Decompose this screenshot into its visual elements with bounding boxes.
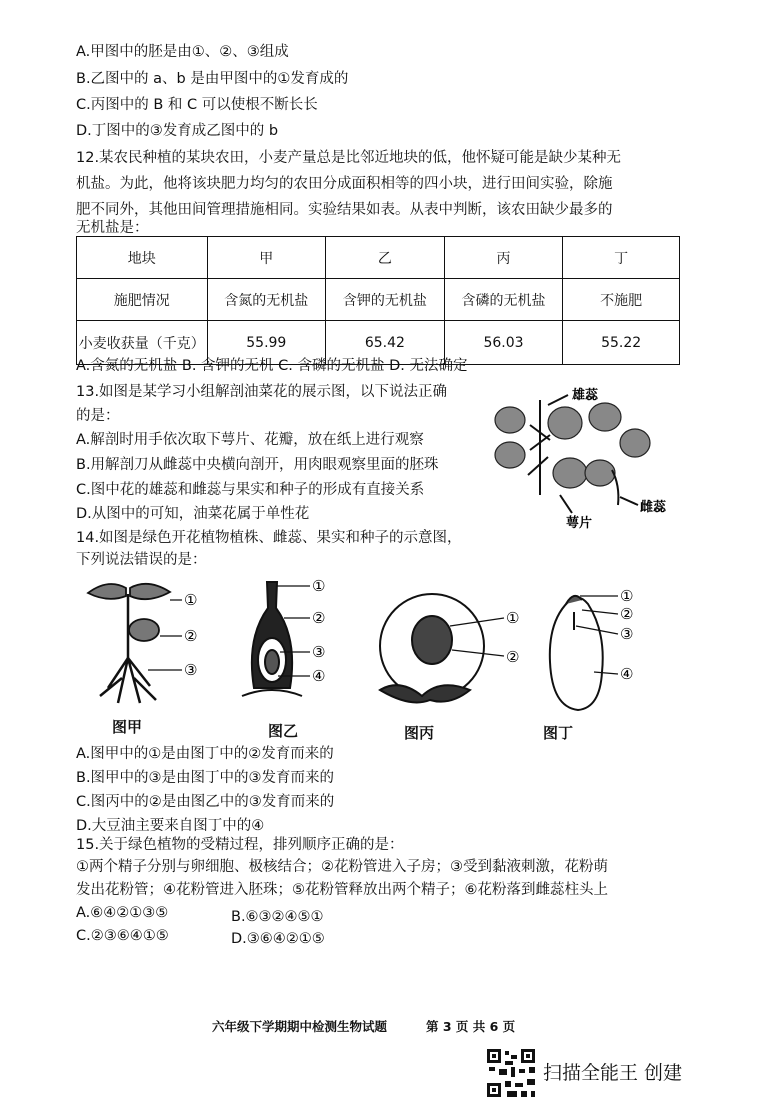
pistil-pointer	[620, 497, 638, 505]
marker-2: ②	[506, 648, 520, 666]
receptacle	[242, 690, 302, 696]
petal-left-top	[495, 407, 525, 433]
petal-left-bottom	[495, 442, 525, 468]
q15-stem-line-3: 发出花粉管；④花粉管进入胚珠；⑤花粉管释放出两个精子；⑥花粉落到雌蕊柱头上	[76, 882, 608, 898]
q15-option-b: B.⑥③②④⑤①	[231, 909, 324, 925]
stamen-pointer	[548, 395, 568, 405]
qr-code-icon	[485, 1047, 537, 1099]
table-header-cell: 丙	[444, 237, 563, 279]
pistil-label: 雌蕊	[640, 500, 667, 515]
table-cell: 55.22	[563, 321, 680, 365]
caption-ding: 图丁	[543, 724, 574, 742]
petal-right-bottom	[585, 460, 615, 486]
q15-stem-line-2: ①两个精子分别与卵细胞、极核结合；②花粉管进入子房；③受到黏液刺激，花粉萌	[76, 859, 608, 875]
footer-page: 第 3 页 共 6 页	[426, 1019, 516, 1034]
q15-option-c: C.②③⑥④①⑤	[76, 928, 169, 944]
q12-options: A.含氮的无机盐 B. 含钾的无机 C. 含磷的无机盐 D. 无法确定	[76, 358, 468, 374]
q13-option-c: C.图中花的雄蕊和雌蕊与果实和种子的形成有直接关系	[76, 482, 425, 498]
marker-2: ②	[312, 609, 326, 627]
footer-title: 六年级下学期期中检测生物试题	[212, 1019, 388, 1034]
q14-option-c: C.图丙中的②是由图乙中的③发育而来的	[76, 794, 335, 810]
ovule	[265, 650, 279, 674]
figure-jia-plant	[78, 578, 208, 713]
q13-stem-line-1: 13.如图是某学习小组解剖油菜花的展示图，以下说法正确	[76, 384, 448, 400]
q14-stem-line-1: 14.如图是绿色开花植物植株、雌蕊、果实和种子的示意图，	[76, 530, 462, 546]
yield-table	[76, 236, 680, 365]
marker-4: ④	[620, 665, 634, 683]
scanner-credit: 扫描全能王 创建	[543, 1062, 683, 1084]
marker-3: ③	[620, 625, 634, 643]
dissected-flower-figure	[490, 385, 690, 535]
table-cell: 65.42	[326, 321, 445, 365]
q13-option-d: D.从图中的可知，油菜花属于单性花	[76, 506, 310, 522]
stamen-label: 雄蕊	[572, 388, 599, 403]
figure-yi-pistil	[232, 578, 342, 713]
q13-stem-line-2: 的是：	[76, 408, 120, 424]
q14-option-b: B.图甲中的③是由图丁中的③发育而来的	[76, 770, 335, 786]
seed	[412, 616, 452, 664]
figure-bing-fruit	[370, 578, 530, 713]
caption-yi: 图乙	[268, 722, 299, 740]
marker-2: ②	[620, 605, 634, 623]
q12-stem-line-2: 机盐。为此，他将该块肥力均匀的农田分成面积相等的四小块，进行田间实验，除施	[76, 176, 613, 192]
table-cell: 55.99	[207, 321, 326, 365]
petal-mid-top	[548, 407, 582, 439]
table-header-cell: 地块	[77, 237, 208, 279]
q12-stem-line-3: 肥不同外，其他田间管理措施相同。实验结果如表。从表中判断，该农田缺少最多的	[76, 202, 613, 218]
marker-3: ③	[184, 661, 198, 679]
table-row	[77, 279, 680, 321]
table-cell: 小麦收获量（千克）	[77, 321, 208, 365]
q15-option-d: D.③⑥④②①⑤	[231, 931, 325, 947]
petal-right-top	[589, 403, 621, 431]
q14-option-d: D.大豆油主要来自图丁中的④	[76, 818, 265, 834]
caption-bing: 图丙	[404, 724, 435, 742]
q11-option-b: B.乙图中的 a、b 是由甲图中的①发育成的	[76, 71, 349, 87]
q15-option-a: A.⑥④②①③⑤	[76, 905, 169, 921]
leaf-right	[130, 584, 170, 599]
q11-option-c: C.丙图中的 B 和 C 可以使根不断长长	[76, 97, 318, 113]
seed-coat	[550, 597, 603, 710]
q11-option-d: D.丁图中的③发育成乙图中的 b	[76, 123, 279, 139]
roots	[100, 658, 156, 703]
sepal-pointer	[560, 495, 572, 513]
marker-1: ①	[506, 609, 520, 627]
table-cell: 含钾的无机盐	[326, 279, 445, 321]
q12-stem-line-4: 无机盐是：	[76, 220, 149, 236]
marker-1: ①	[312, 578, 326, 595]
caption-jia: 图甲	[112, 718, 143, 736]
marker-1: ①	[620, 587, 634, 605]
table-cell: 含磷的无机盐	[444, 279, 563, 321]
table-cell: 不施肥	[563, 279, 680, 321]
table-header-cell: 乙	[326, 237, 445, 279]
q13-option-a: A.解剖时用手依次取下萼片、花瓣，放在纸上进行观察	[76, 432, 424, 448]
q14-stem-line-2: 下列说法错误的是：	[76, 552, 207, 568]
leaf-left	[88, 584, 126, 599]
q11-option-a: A.甲图中的胚是由①、②、③组成	[76, 44, 289, 60]
q13-option-b: B.用解剖刀从雌蕊中央横向剖开，用肉眼观察里面的胚珠	[76, 457, 439, 473]
table-cell: 施肥情况	[77, 279, 208, 321]
figure-ding-seed	[538, 582, 648, 717]
table-header-cell: 甲	[207, 237, 326, 279]
marker-4: ④	[312, 667, 326, 685]
q15-stem-line-1: 15.关于绿色植物的受精过程，排列顺序正确的是：	[76, 837, 404, 853]
sepal-label: 萼片	[566, 516, 593, 531]
table-header-cell: 丁	[563, 237, 680, 279]
q14-option-a: A.图甲中的①是由图丁中的②发育而来的	[76, 746, 334, 762]
table-header-row	[77, 237, 680, 279]
q12-stem-line-1: 12.某农民种植的某块农田，小麦产量总是比邻近地块的低，他怀疑可能是缺少某种无	[76, 150, 622, 166]
table-cell: 含氮的无机盐	[207, 279, 326, 321]
cotyledon	[129, 619, 159, 641]
marker-2: ②	[184, 627, 198, 645]
table-cell: 56.03	[444, 321, 563, 365]
marker-3: ③	[312, 643, 326, 661]
petal-mid-bottom	[553, 458, 587, 488]
petal-right-mid	[620, 429, 650, 457]
marker-1: ①	[184, 591, 198, 609]
